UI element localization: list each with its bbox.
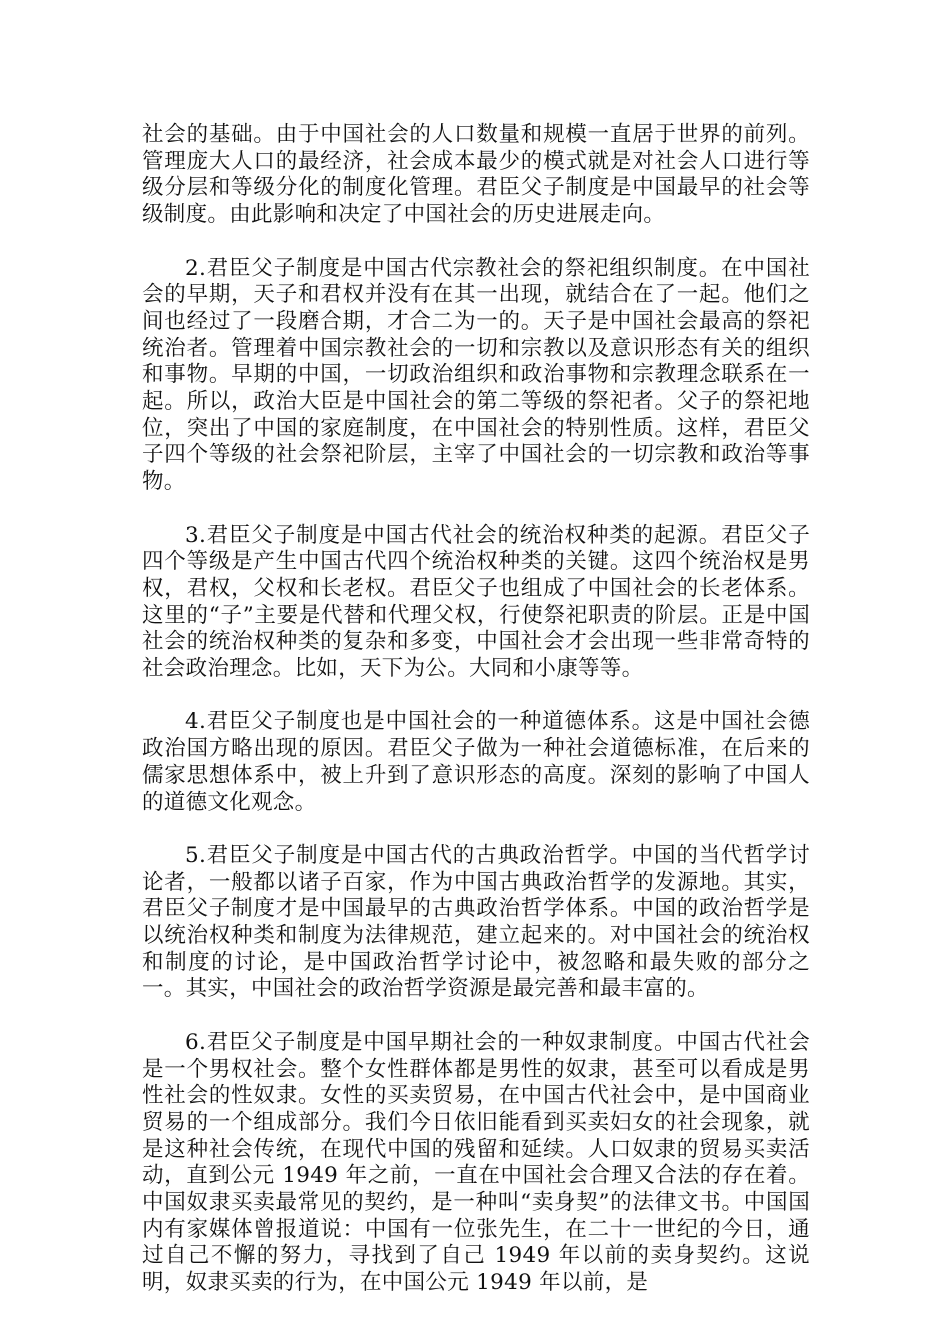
paragraph-point-5: 5.君臣父子制度是中国古代的古典政治哲学。中国的当代哲学讨论者，一般都以诸子百家，作为中国古典政治哲学的发源地。其实，君臣父子制度才是中国最早的古典政治哲学体系。中国的政治哲学是以统治权种类和制度为法律规范，建立起来的。对中国社会的统治权和制度的讨论，是中国政治哲学讨论中，被忽略和最失败的部分之一。其实，中国社会的政治哲学资源是最完善和最丰富的。 — [142, 842, 810, 1002]
paragraph-point-2: 2.君臣父子制度是中国古代宗教社会的祭祀组织制度。在中国社会的早期，天子和君权并没有在其一出现，就结合在了一起。他们之间也经过了一段磨合期，才合二为一的。天子是中国社会最高的祭祀统治者。管理着中国宗教社会的一切和宗教以及意识形态有关的组织和事物。早期的中国，一切政治组织和政治事物和宗教理念联系在一起。所以，政治大臣是中国社会的第二等级的祭祀者。父子的祭祀地位，突出了中国的家庭制度，在中国社会的特别性质。这样，君臣父子四个等级的社会祭祀阶层，主宰了中国社会的一切宗教和政治等事物。 — [142, 255, 810, 495]
paragraph-point-3: 3.君臣父子制度是中国古代社会的统治权种类的起源。君臣父子四个等级是产生中国古代四个统治权种类的关键。这四个统治权是男权，君权，父权和长老权。君臣父子也组成了中国社会的长老体系。这里的“子”主要是代替和代理父权，行使祭祀职责的阶层。正是中国社会的统治权种类的复杂和多变，中国社会才会出现一些非常奇特的社会政治理念。比如，天下为公。大同和小康等等。 — [142, 522, 810, 682]
paragraph-point-4: 4.君臣父子制度也是中国社会的一种道德体系。这是中国社会德政治国方略出现的原因。君臣父子做为一种社会道德标准，在后来的儒家思想体系中，被上升到了意识形态的高度。深刻的影响了中国人的道德文化观念。 — [142, 709, 810, 815]
paragraph-point-6: 6.君臣父子制度是中国早期社会的一种奴隶制度。中国古代社会是一个男权社会。整个女性群体都是男性的奴隶，甚至可以看成是男性社会的性奴隶。女性的买卖贸易，在中国古代社会中，是中国商业贸易的一个组成部分。我们今日依旧能看到买卖妇女的社会现象，就是这种社会传统，在现代中国的残留和延续。人口奴隶的贸易买卖活动，直到公元 1949 年之前，一直在中国社会合理又合法的存在着。中国奴隶买卖最常见的契约，是一种叫“卖身契”的法律文书。中国国内有家媒体曾报道说：中国有一位张先生，在二十一世纪的今日，通过自己不懈的努力，寻找到了自己 1949 年以前的卖身契约。这说明，奴隶买卖的行为，在中国公元 1949 年以前，是 — [142, 1029, 810, 1296]
paragraph-continued-intro: 社会的基础。由于中国社会的人口数量和规模一直居于世界的前列。管理庞大人口的最经济，社会成本最少的模式就是对社会人口进行等级分层和等级分化的制度化管理。君臣父子制度是中国最早的社会等级制度。由此影响和决定了中国社会的历史进展走向。 — [142, 122, 810, 228]
document-page — [142, 122, 810, 1297]
